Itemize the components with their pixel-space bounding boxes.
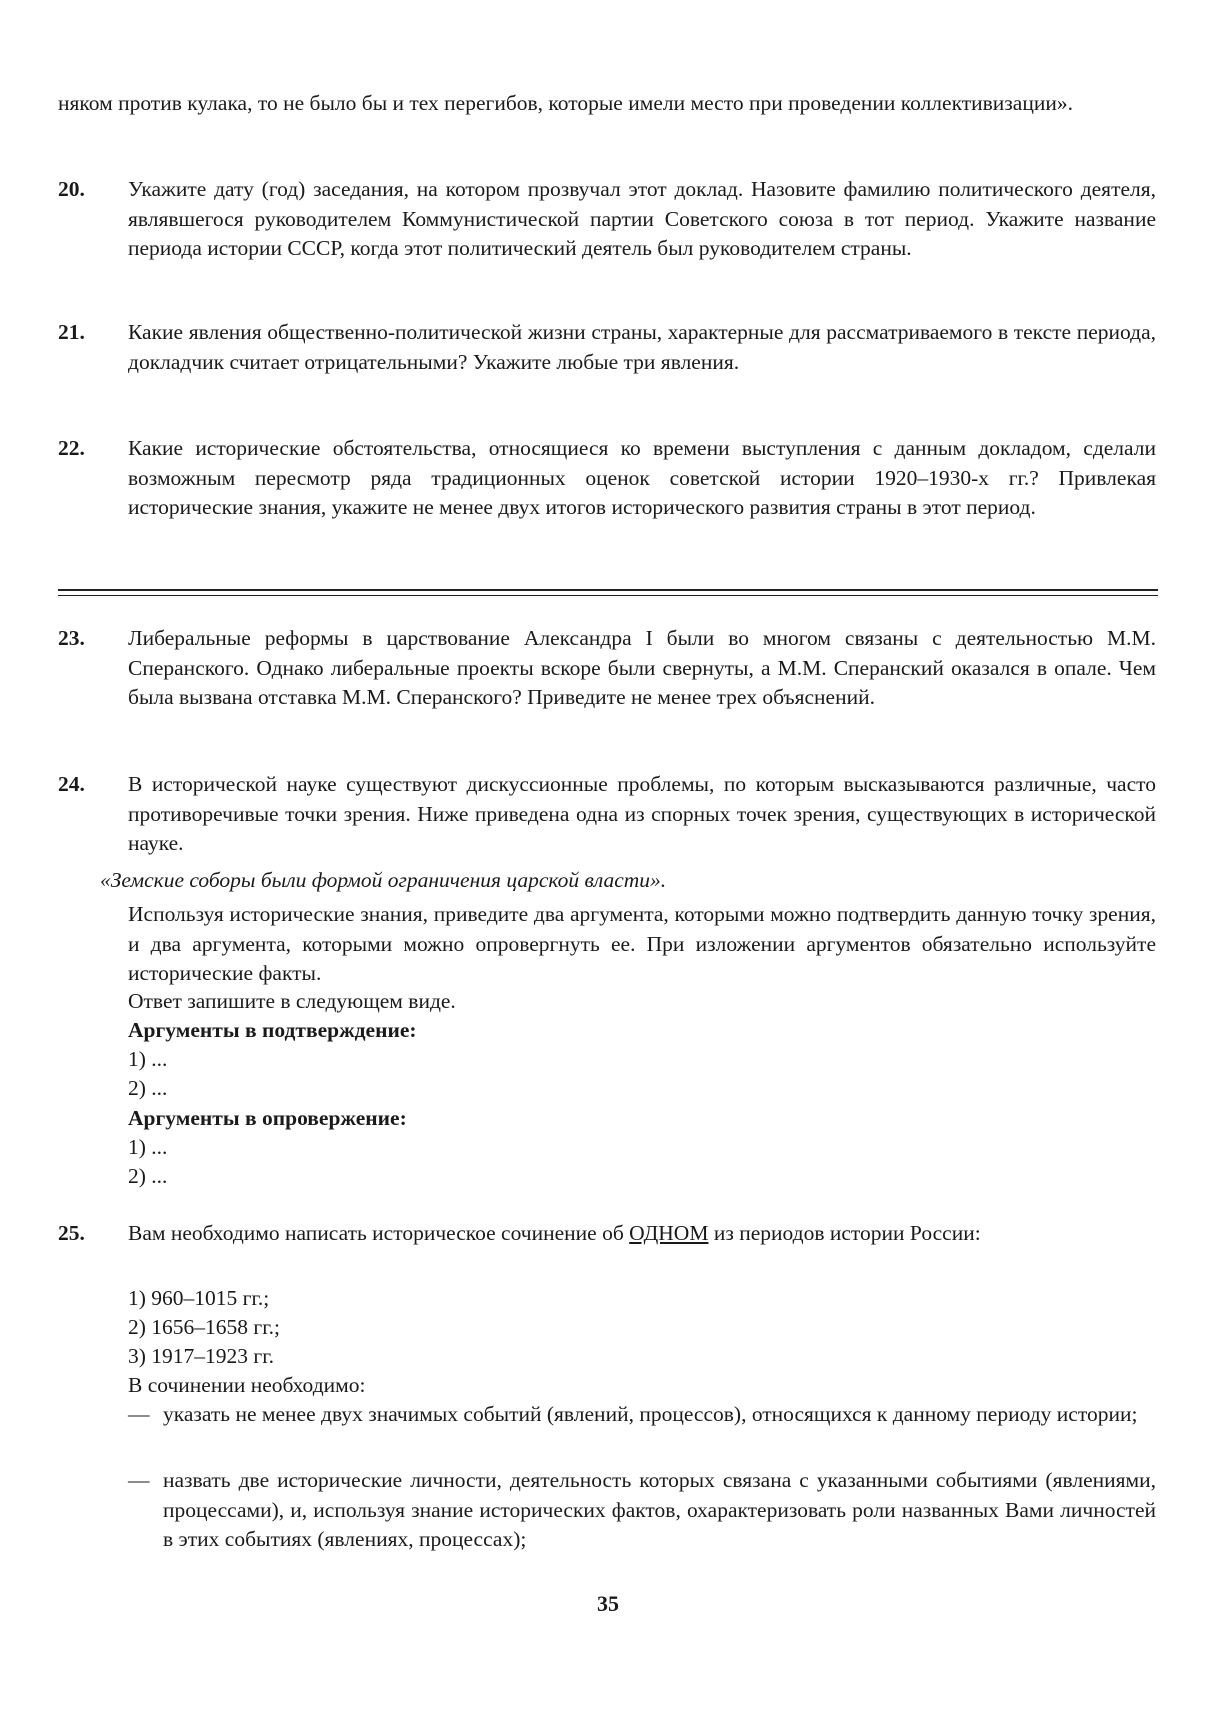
requirement-dash-2: — <box>128 1468 150 1492</box>
question-23-text: Либеральные реформы в царствование Александра I были во многом связаны с деятельностью М.М. Сперанского. Однако либеральные проекты вскоре были свернуты, а М.М. Сперанский оказался в опале. Чем была вызвана отставка М.М. Сперанского? Приведите не менее трех объяснений. <box>128 626 1156 709</box>
question-number-25: 25. <box>58 1221 85 1245</box>
question-number-20: 20. <box>58 177 85 201</box>
question-24-answer-form: Ответ запишите в следующем виде. <box>128 989 456 1013</box>
requirement-1: указать не менее двух значимых событий (явлений, процессов), относящихся к данному периоду истории; <box>163 1402 1138 1426</box>
question-25-text-after: из периодов истории России: <box>708 1221 981 1245</box>
question-number-22: 22. <box>58 436 85 460</box>
question-number-24: 24. <box>58 772 85 796</box>
period-option-2: 2) 1656–1658 гг.; <box>128 1315 280 1339</box>
intro-paragraph: няком против кулака, то не было бы и тех перегибов, которые имели место при проведении коллективизации». <box>58 91 1073 115</box>
requirement-dash-1: — <box>128 1402 150 1426</box>
refute-arguments-heading: Аргументы в опровержение: <box>128 1106 407 1130</box>
period-option-3: 3) 1917–1923 гг. <box>128 1344 274 1368</box>
requirement-2: назвать две исторические личности, деятельность которых связана с указанными событиями (явлениями, процессами), и, используя знание исторических фактов, охарактеризовать роли названных Вами личностей в этих событиях (явлениях, процессах); <box>163 1468 1156 1551</box>
question-24-quote: «Земские соборы были формой ограничения царской власти». <box>100 868 667 892</box>
section-divider-top <box>58 589 1158 591</box>
confirm-argument-1: 1) ... <box>128 1047 168 1071</box>
page-number: 35 <box>597 1591 619 1616</box>
question-25-emphasis: ОДНОМ <box>629 1221 709 1245</box>
question-25-text <box>128 1219 1156 1249</box>
question-24-task: Используя исторические знания, приведите два аргумента, которыми можно подтвердить данную точку зрения, и два аргумента, которыми можно опровергнуть ее. При изложении аргументов обязательно используйте исторические факты. <box>128 902 1156 985</box>
refute-argument-1: 1) ... <box>128 1135 168 1159</box>
question-20-text: Укажите дату (год) заседания, на котором прозвучал этот доклад. Назовите фамилию политического деятеля, являвшегося руководителем Коммунистической партии Советского союза в тот период. Укажите название периода истории СССР, когда этот политический деятель был руководителем страны. <box>128 177 1156 260</box>
confirm-argument-2: 2) ... <box>128 1076 168 1100</box>
requirements-heading: В сочинении необходимо: <box>128 1373 366 1397</box>
question-22-text: Какие исторические обстоятельства, относящиеся ко времени выступления с данным докладом, сделали возможным пересмотр ряда традиционных оценок советской истории 1920–1930-х гг.? Привлекая исторические знания, укажите не менее двух итогов исторического развития страны в этот период. <box>128 436 1156 519</box>
question-24-text: В исторической науке существуют дискуссионные проблемы, по которым высказываются различные, часто противоречивые точки зрения. Ниже приведена одна из спорных точек зрения, существующих в исторической науке. <box>128 772 1156 855</box>
confirm-arguments-heading: Аргументы в подтверждение: <box>128 1018 417 1042</box>
question-21-text: Какие явления общественно-политической жизни страны, характерные для рассматриваемого в тексте периода, докладчик считает отрицательными? Укажите любые три явления. <box>128 320 1156 374</box>
question-25-text-before: Вам необходимо написать историческое сочинение об <box>128 1221 630 1245</box>
question-number-23: 23. <box>58 626 85 650</box>
section-divider-bottom <box>58 595 1158 596</box>
period-option-1: 1) 960–1015 гг.; <box>128 1286 270 1310</box>
refute-argument-2: 2) ... <box>128 1164 168 1188</box>
question-number-21: 21. <box>58 320 85 344</box>
